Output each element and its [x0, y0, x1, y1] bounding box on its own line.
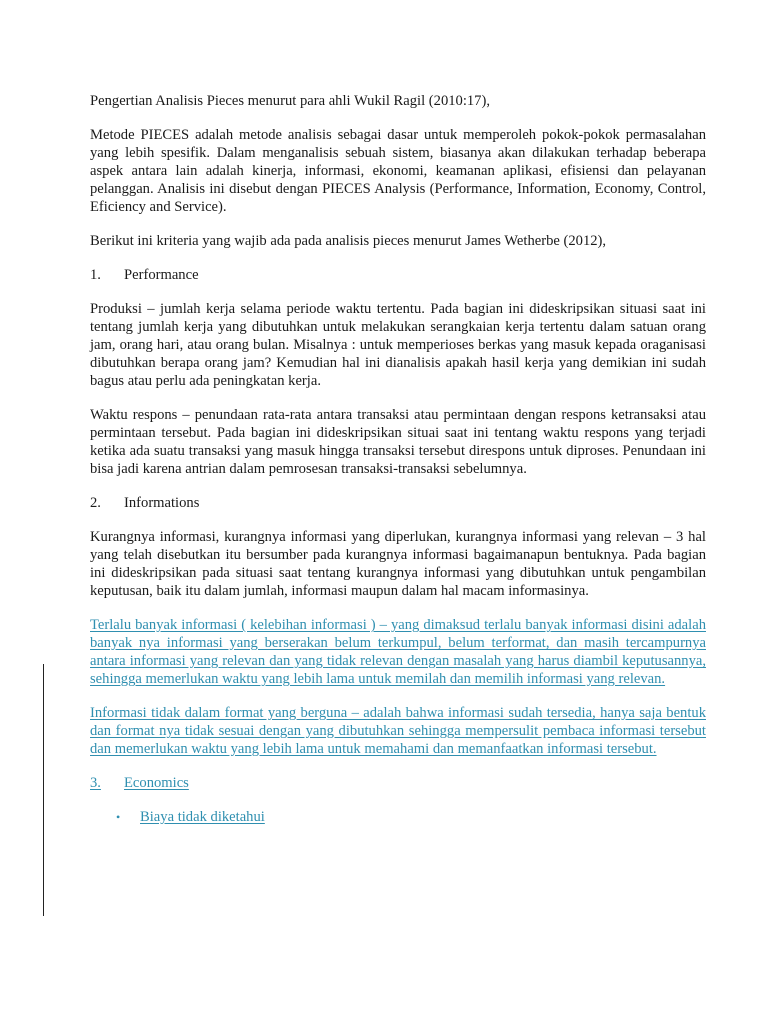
intro-title: Pengertian Analisis Pieces menurut para ahli Wukil Ragil (2010:17),	[90, 93, 490, 109]
section-title: Performance	[124, 267, 199, 283]
section-number: 1.	[90, 267, 101, 283]
performance-paragraph-response-time: Waktu respons – penundaan rata-rata antara transaksi atau permintaan dengan respons ketransaksi atau permintaan tersebut. Pada bagian ini dideskripsikan situai saat ini tentang waktu respons yang terjadi ketika ada suatu transaksi yang masuk hingga transaksi tersebut direspons untuk diproses. Penundaan ini bisa jadi karena antrian dalam pemrosesan transaksi-transaksi sebelumnya.	[90, 407, 706, 477]
informations-paragraph-format-link[interactable]: Informasi tidak dalam format yang berguna – adalah bahwa informasi sudah tersedia, hanya saja bentuk dan format nya tidak sesuai dengan yang dibutuhkan sehingga mempersulit pembaca informasi tersebut dan memerlukan waktu yang lebih lama untuk memahami dan memanfaatkan informasi tersebut.	[90, 705, 706, 757]
section-heading-informations	[90, 494, 706, 512]
revision-change-bar	[43, 664, 44, 916]
document-page	[90, 92, 706, 826]
section-number: 3.	[90, 775, 101, 791]
criteria-intro: Berikut ini kriteria yang wajib ada pada analisis pieces menurut James Wetherbe (2012),	[90, 233, 607, 249]
section-title: Economics	[124, 775, 189, 791]
section-heading-performance	[90, 266, 706, 284]
section-number: 2.	[90, 495, 101, 511]
pieces-definition: Metode PIECES adalah metode analisis sebagai dasar untuk memperoleh pokok-pokok permasalahan yang lebih spesifik. Dalam menganalisis sebuah sistem, biasanya akan dilakukan terhadap beberapa aspek antara lain adalah kinerja, informasi, ekonomi, keamanan aplikasi, efisiensi dan pelayanan pelanggan. Analisis ini disebut dengan PIECES Analysis (Performance, Information, Economy, Control, Eficiency and Service).	[90, 127, 706, 215]
performance-paragraph-production: Produksi – jumlah kerja selama periode waktu tertentu. Pada bagian ini dideskripsikan situasi saat ini tentang jumlah kerja yang dibutuhkan untuk melakukan serangkaian kerja tertentu dalam satuan orang jam, orang hari, atau orang bulan. Misalnya : untuk memperioses berkas yang masuk kepada oraganisasi dibutuhkan berapa orang jam? Kemudian hal ini dianalisis apakah hasil kerja yang demikian ini sudah bagus atau perlu ada peningkatan kerja.	[90, 301, 706, 389]
section-title: Informations	[124, 495, 200, 511]
informations-paragraph-overload-link[interactable]: Terlalu banyak informasi ( kelebihan informasi ) – yang dimaksud terlalu banyak informasi disini adalah banyak nya informasi yang berserakan belum terkumpul, belum terformat, dan masih tercampurnya antara informasi yang relevan dan yang tidak relevan dengan masalah yang harus diambil keputusannya, sehingga memerlukan waktu yang lebih lama untuk memilah dan memilih informasi yang relevan.	[90, 617, 706, 687]
economics-bullet-item[interactable]	[90, 808, 706, 826]
bullet-icon: •	[116, 810, 121, 824]
informations-paragraph-lack: Kurangnya informasi, kurangnya informasi yang diperlukan, kurangnya informasi yang relevan – 3 hal yang telah disebutkan itu bersumber pada kurangnya informasi bagaimanapun bentuknya. Pada bagian ini dideskripsikan pada situasi saat tentang kurangnya informasi yang dibutuhkan untuk pengambilan keputusan, baik itu dalam jumlah, informasi maupun dalam hal macam informasinya.	[90, 529, 706, 599]
section-heading-economics-link[interactable]	[90, 774, 706, 792]
bullet-label: Biaya tidak diketahui	[140, 809, 265, 825]
